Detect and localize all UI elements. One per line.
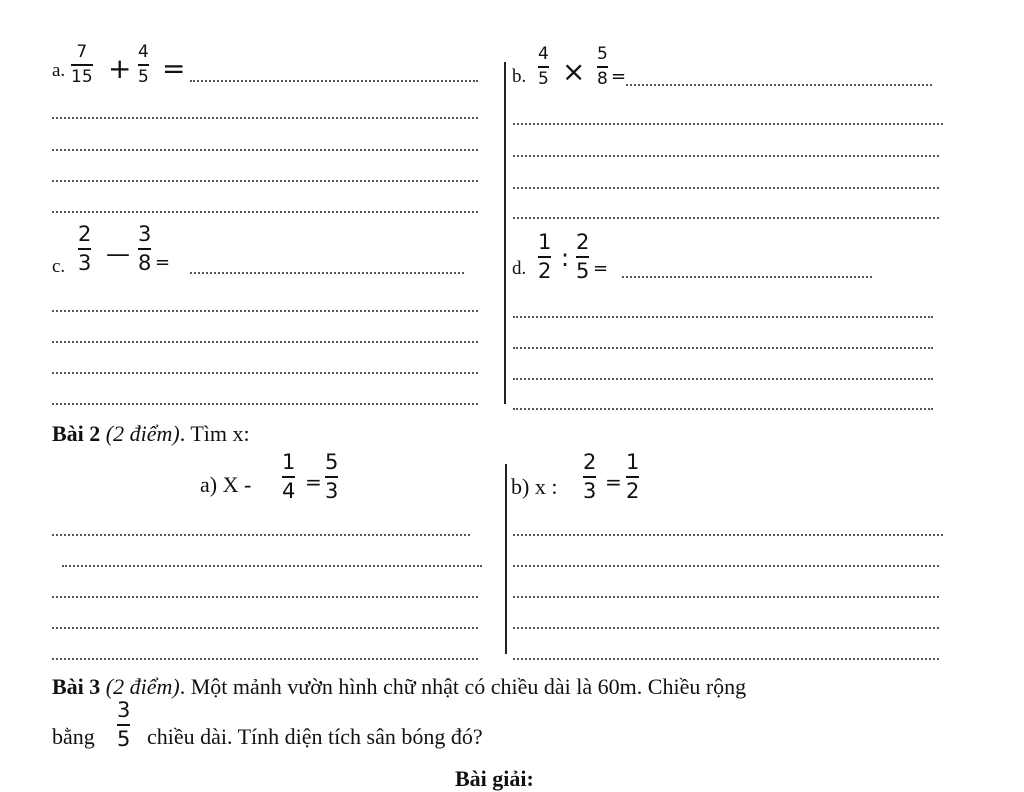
- fraction-bar: [538, 66, 549, 68]
- numerator: 2: [576, 230, 590, 254]
- exercise-a-fraction-1: [71, 44, 93, 86]
- exercise-b-fraction-1: [538, 46, 549, 88]
- answer-line[interactable]: [513, 658, 939, 660]
- numerator: 2: [78, 222, 92, 246]
- answer-line[interactable]: [52, 211, 478, 213]
- exercise-b-fraction-2: [597, 46, 608, 88]
- answer-line[interactable]: [52, 180, 478, 182]
- equals-sign: =: [593, 258, 609, 279]
- answer-line[interactable]: [52, 627, 478, 629]
- answer-line[interactable]: [513, 123, 943, 125]
- numerator: 1: [282, 450, 296, 474]
- numerator: 7: [76, 42, 88, 62]
- answer-line[interactable]: [513, 217, 939, 219]
- answer-line[interactable]: [513, 155, 939, 157]
- answer-line[interactable]: [513, 187, 939, 189]
- answer-line[interactable]: [52, 149, 478, 151]
- exercise-d-fraction-1: [538, 232, 551, 282]
- answer-line[interactable]: [52, 403, 478, 405]
- denominator: 15: [71, 67, 93, 87]
- answer-line[interactable]: [52, 372, 478, 374]
- denominator: 3: [78, 251, 92, 275]
- bai2-heading: [52, 421, 250, 447]
- denominator: 2: [626, 479, 640, 503]
- bai2-a-label: a) X -: [200, 472, 252, 497]
- numerator: 2: [583, 450, 597, 474]
- denominator: 8: [597, 69, 608, 89]
- answer-line[interactable]: [52, 341, 478, 343]
- answer-line[interactable]: [52, 117, 478, 119]
- answer-line[interactable]: [190, 272, 464, 274]
- equals-sign: =: [305, 470, 322, 494]
- numerator: 4: [138, 42, 149, 62]
- answer-line[interactable]: [622, 276, 872, 278]
- exercise-b-label: b.: [512, 66, 527, 87]
- answer-line[interactable]: [513, 596, 939, 598]
- fraction-bar: [597, 66, 608, 68]
- numerator: 3: [117, 698, 131, 722]
- answer-line[interactable]: [190, 80, 478, 82]
- bai3-fraction: [117, 700, 130, 750]
- fraction-bar: [583, 476, 596, 478]
- answer-line[interactable]: [513, 316, 933, 318]
- exercise-a-label: a.: [52, 60, 66, 81]
- bai3-line2-prefix: bằng: [52, 724, 95, 749]
- answer-line[interactable]: [52, 596, 478, 598]
- exercise-c-fraction-1: [78, 224, 91, 274]
- fraction-bar: [576, 256, 589, 258]
- equals-sign: =: [611, 66, 627, 87]
- bai2-points: (2 điểm): [105, 421, 180, 446]
- minus-operator: —: [106, 240, 130, 268]
- exercise-d-fraction-2: [576, 232, 589, 282]
- denominator: 5: [538, 69, 549, 89]
- denominator: 8: [138, 251, 152, 275]
- bai3-heading: [52, 674, 746, 700]
- numerator: 1: [626, 450, 640, 474]
- denominator: 5: [117, 727, 131, 751]
- divide-operator: :: [561, 244, 570, 272]
- bai2-instruction: . Tìm x:: [179, 421, 250, 446]
- fraction-bar: [282, 476, 295, 478]
- fraction-bar: [626, 476, 639, 478]
- answer-line[interactable]: [52, 310, 478, 312]
- denominator: 3: [325, 479, 339, 503]
- exercise-a-fraction-2: [138, 44, 149, 86]
- numerator: 4: [538, 44, 549, 64]
- times-operator: ×: [562, 55, 586, 88]
- answer-line[interactable]: [52, 534, 470, 536]
- denominator: 4: [282, 479, 296, 503]
- answer-line[interactable]: [513, 534, 943, 536]
- fraction-bar: [138, 248, 151, 250]
- column-divider: [504, 62, 506, 404]
- answer-line[interactable]: [513, 378, 933, 380]
- answer-line[interactable]: [513, 408, 933, 410]
- bai3-points: (2 điểm): [105, 674, 180, 699]
- answer-line[interactable]: [626, 84, 932, 86]
- answer-line[interactable]: [513, 627, 939, 629]
- fraction-bar: [138, 64, 149, 66]
- bai2-b-label: b) x :: [511, 474, 558, 499]
- fraction-bar: [78, 248, 91, 250]
- exercise-c-label: c.: [52, 256, 66, 277]
- column-divider: [505, 464, 507, 654]
- bai3-line2-suffix: chiều dài. Tính diện tích sân bóng đó?: [147, 724, 483, 749]
- solution-title: Bài giải:: [455, 766, 534, 791]
- numerator: 5: [325, 450, 339, 474]
- fraction-bar: [71, 64, 93, 66]
- bai3-title: Bài 3: [52, 674, 101, 699]
- answer-line[interactable]: [52, 658, 478, 660]
- exercise-c-fraction-2: [138, 224, 151, 274]
- numerator: 1: [538, 230, 552, 254]
- fraction-bar: [538, 256, 551, 258]
- fraction-bar: [325, 476, 338, 478]
- equals-sign: =: [605, 470, 622, 494]
- denominator: 3: [583, 479, 597, 503]
- denominator: 5: [138, 67, 149, 87]
- numerator: 3: [138, 222, 152, 246]
- bai2-b-fraction-2: [626, 452, 639, 502]
- equals-sign: =: [155, 252, 171, 273]
- numerator: 5: [597, 44, 608, 64]
- denominator: 5: [576, 259, 590, 283]
- answer-line[interactable]: [62, 565, 482, 567]
- plus-operator: +: [108, 52, 132, 85]
- bai2-a-fraction-1: [282, 452, 295, 502]
- answer-line[interactable]: [513, 347, 933, 349]
- bai2-title: Bài 2: [52, 421, 101, 446]
- fraction-bar: [117, 724, 130, 726]
- bai2-a-fraction-2: [325, 452, 338, 502]
- equals-sign: =: [162, 52, 186, 85]
- exercise-d-label: d.: [512, 258, 527, 279]
- answer-line[interactable]: [513, 565, 939, 567]
- bai3-problem-text: . Một mảnh vườn hình chữ nhật có chiều dài là 60m. Chiều rộng: [179, 674, 747, 699]
- bai2-b-fraction-1: [583, 452, 596, 502]
- denominator: 2: [538, 259, 552, 283]
